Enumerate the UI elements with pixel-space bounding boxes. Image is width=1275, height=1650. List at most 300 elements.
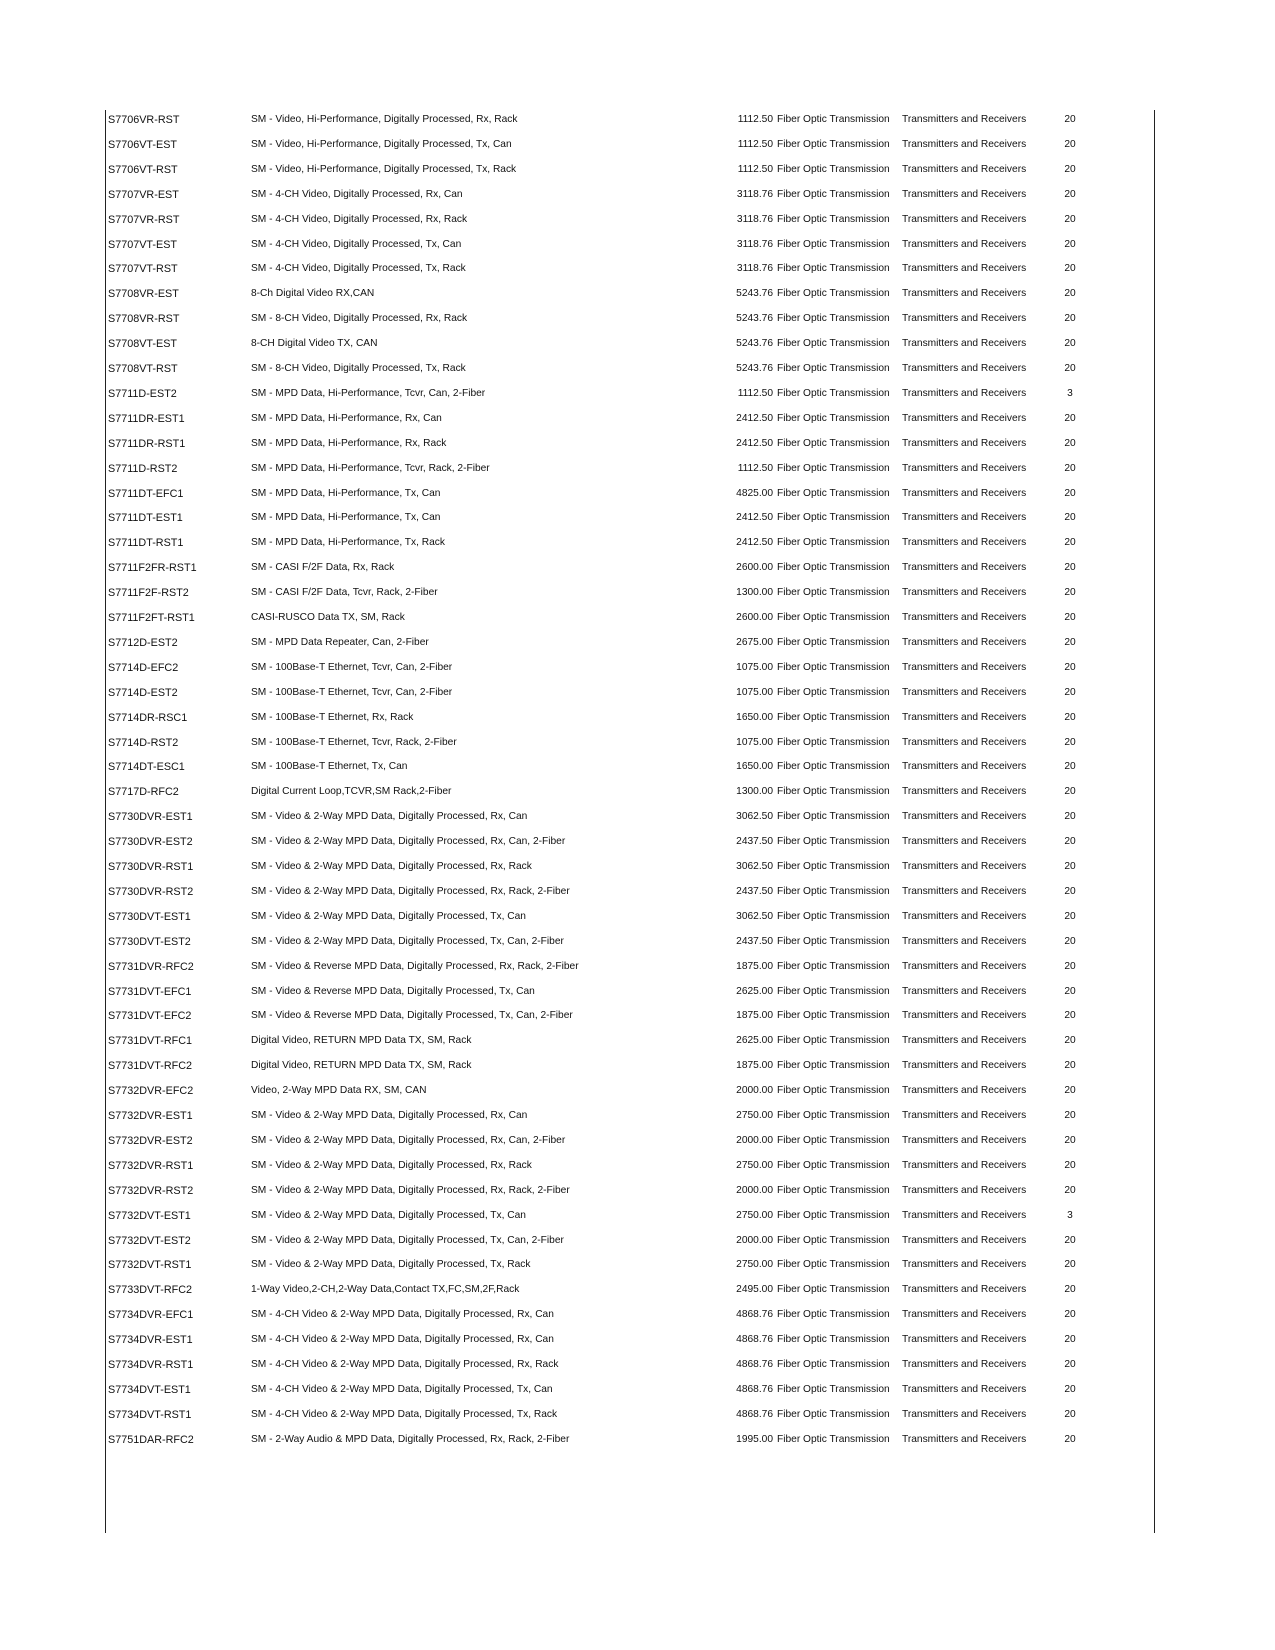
quantity-cell: 20 (1064, 338, 1076, 350)
subcategory-cell: Transmitters and Receivers (902, 1433, 1027, 1445)
part-number-cell: S7708VR-EST (108, 288, 179, 301)
description-cell: SM - 4-CH Video, Digitally Processed, Tx, Can (251, 238, 462, 250)
description-cell: SM - MPD Data, Hi-Performance, Rx, Rack (251, 437, 447, 449)
quantity-cell: 20 (1064, 761, 1076, 773)
category-cell: Fiber Optic Transmission (777, 661, 890, 673)
price-cell: 2000.00 (736, 1234, 773, 1246)
table-row (105, 829, 1155, 855)
quantity-cell: 20 (1064, 188, 1076, 200)
price-cell: 2412.50 (736, 412, 773, 424)
price-cell: 2750.00 (736, 1159, 773, 1171)
quantity-cell: 3 (1067, 387, 1073, 399)
quantity-cell: 20 (1064, 1408, 1076, 1420)
category-cell: Fiber Optic Transmission (777, 437, 890, 449)
table-row (105, 954, 1155, 980)
price-cell: 5243.76 (736, 288, 773, 300)
description-cell: SM - 4-CH Video & 2-Way MPD Data, Digitally Processed, Rx, Rack (251, 1359, 559, 1370)
part-number-cell: S7732DVR-RST1 (108, 1159, 194, 1172)
category-cell: Fiber Optic Transmission (777, 114, 890, 125)
table-row (105, 1327, 1155, 1353)
description-cell: SM - 8-CH Video, Digitally Processed, Rx, Rack (251, 313, 468, 325)
table-row (105, 1128, 1155, 1154)
table-row (105, 929, 1155, 955)
price-cell: 2437.50 (736, 935, 773, 947)
description-cell: Digital Current Loop,TCVR,SM Rack,2-Fiber (251, 786, 452, 798)
subcategory-cell: Transmitters and Receivers (902, 686, 1027, 698)
subcategory-cell: Transmitters and Receivers (902, 537, 1027, 549)
quantity-cell: 20 (1064, 960, 1076, 972)
price-cell: 2625.00 (736, 1035, 773, 1047)
table-row (105, 406, 1155, 432)
table-row (105, 1178, 1155, 1204)
quantity-cell: 20 (1064, 885, 1076, 897)
description-cell: 8-CH Digital Video TX, CAN (251, 338, 378, 350)
description-cell: SM - Video, Hi-Performance, Digitally Processed, Rx, Rack (251, 114, 518, 125)
part-number-cell: S7711D-EST2 (108, 387, 177, 400)
table-row (105, 730, 1155, 756)
table-row (105, 1203, 1155, 1229)
part-number-cell: S7731DVT-RFC1 (108, 1035, 193, 1048)
quantity-cell: 20 (1064, 412, 1076, 424)
description-cell: SM - 100Base-T Ethernet, Rx, Rack (251, 711, 414, 723)
table-row (105, 1028, 1155, 1054)
part-number-cell: S7707VR-EST (108, 188, 179, 201)
quantity-cell: 20 (1064, 811, 1076, 823)
subcategory-cell: Transmitters and Receivers (902, 138, 1027, 150)
price-cell: 1875.00 (736, 960, 773, 972)
table-row (105, 1053, 1155, 1079)
table-row (105, 580, 1155, 606)
category-cell: Fiber Optic Transmission (777, 512, 890, 524)
table-row (105, 1302, 1155, 1328)
table-row (105, 779, 1155, 805)
part-number-cell: S7711DT-RST1 (108, 537, 184, 550)
table-row (105, 630, 1155, 656)
category-cell: Fiber Optic Transmission (777, 836, 890, 848)
subcategory-cell: Transmitters and Receivers (902, 562, 1027, 574)
subcategory-cell: Transmitters and Receivers (902, 114, 1027, 125)
subcategory-cell: Transmitters and Receivers (902, 786, 1027, 798)
part-number-cell: S7707VT-EST (108, 238, 178, 251)
price-cell: 1112.50 (737, 138, 773, 150)
description-cell: SM - Video & 2-Way MPD Data, Digitally Processed, Tx, Can, 2-Fiber (251, 1234, 564, 1246)
description-cell: SM - Video & 2-Way MPD Data, Digitally Processed, Rx, Can (251, 1110, 528, 1121)
part-number-cell: S7708VR-RST (108, 313, 180, 326)
description-cell: SM - 8-CH Video, Digitally Processed, Tx, Rack (251, 363, 466, 374)
table-row (105, 505, 1155, 531)
price-cell: 1112.50 (737, 387, 773, 399)
subcategory-cell: Transmitters and Receivers (902, 163, 1027, 175)
part-number-cell: S7714D-EFC2 (108, 661, 179, 674)
table-row (105, 281, 1155, 307)
subcategory-cell: Transmitters and Receivers (902, 188, 1027, 200)
category-cell: Fiber Optic Transmission (777, 1060, 890, 1072)
subcategory-cell: Transmitters and Receivers (902, 1334, 1027, 1346)
category-cell: Fiber Optic Transmission (777, 1134, 890, 1146)
part-number-cell: S7751DAR-RFC2 (108, 1433, 194, 1446)
category-cell: Fiber Optic Transmission (777, 811, 890, 823)
quantity-cell: 20 (1064, 537, 1076, 549)
quantity-cell: 20 (1064, 437, 1076, 449)
price-cell: 2600.00 (736, 562, 773, 574)
price-cell: 2437.50 (736, 885, 773, 897)
subcategory-cell: Transmitters and Receivers (902, 910, 1027, 922)
table-row (105, 1427, 1155, 1453)
subcategory-cell: Transmitters and Receivers (902, 462, 1027, 474)
table-row (105, 705, 1155, 731)
price-cell: 1875.00 (736, 1010, 773, 1022)
price-cell: 4868.76 (736, 1334, 773, 1346)
description-cell: SM - MPD Data, Hi-Performance, Rx, Can (251, 412, 442, 424)
category-cell: Fiber Optic Transmission (777, 935, 890, 947)
price-cell: 2412.50 (736, 437, 773, 449)
table-row (105, 431, 1155, 457)
part-number-cell: S7711DR-RST1 (108, 437, 186, 450)
part-number-cell: S7714D-RST2 (108, 736, 179, 749)
quantity-cell: 20 (1064, 213, 1076, 225)
quantity-cell: 20 (1064, 1433, 1076, 1445)
subcategory-cell: Transmitters and Receivers (902, 761, 1027, 773)
price-cell: 5243.76 (736, 313, 773, 325)
quantity-cell: 20 (1064, 1060, 1076, 1072)
price-cell: 5243.76 (736, 338, 773, 350)
subcategory-cell: Transmitters and Receivers (902, 1010, 1027, 1022)
part-number-cell: S7734DVR-EST1 (108, 1334, 193, 1347)
category-cell: Fiber Optic Transmission (777, 1408, 890, 1420)
category-cell: Fiber Optic Transmission (777, 985, 890, 997)
description-cell: SM - MPD Data Repeater, Can, 2-Fiber (251, 636, 429, 648)
category-cell: Fiber Optic Transmission (777, 1010, 890, 1022)
description-cell: SM - Video & 2-Way MPD Data, Digitally Processed, Rx, Rack, 2-Fiber (251, 885, 570, 897)
part-number-cell: S7732DVR-EST2 (108, 1134, 193, 1147)
table-row (105, 157, 1155, 183)
description-cell: SM - MPD Data, Hi-Performance, Tcvr, Can, 2-Fiber (251, 387, 486, 399)
description-cell: SM - Video & 2-Way MPD Data, Digitally Processed, Tx, Can, 2-Fiber (251, 935, 564, 947)
part-number-cell: S7734DVR-EFC1 (108, 1309, 194, 1322)
quantity-cell: 20 (1064, 1085, 1076, 1097)
category-cell: Fiber Optic Transmission (777, 1383, 890, 1395)
price-cell: 2000.00 (736, 1134, 773, 1146)
description-cell: SM - Video & 2-Way MPD Data, Digitally Processed, Rx, Rack (251, 861, 532, 872)
part-number-cell: S7732DVT-RST1 (108, 1259, 192, 1272)
category-cell: Fiber Optic Transmission (777, 960, 890, 972)
category-cell: Fiber Optic Transmission (777, 612, 890, 623)
subcategory-cell: Transmitters and Receivers (902, 661, 1027, 673)
description-cell: SM - Video & Reverse MPD Data, Digitally Processed, Rx, Rack, 2-Fiber (251, 960, 579, 972)
table-row (105, 306, 1155, 332)
category-cell: Fiber Optic Transmission (777, 1334, 890, 1346)
subcategory-cell: Transmitters and Receivers (902, 363, 1027, 374)
quantity-cell: 20 (1064, 686, 1076, 698)
description-cell: SM - 100Base-T Ethernet, Tx, Can (251, 761, 408, 773)
part-number-cell: S7708VT-RST (108, 363, 178, 375)
description-cell: SM - 2-Way Audio & MPD Data, Digitally Processed, Rx, Rack, 2-Fiber (251, 1433, 570, 1445)
category-cell: Fiber Optic Transmission (777, 1184, 890, 1196)
part-number-cell: S7731DVT-RFC2 (108, 1060, 193, 1073)
category-cell: Fiber Optic Transmission (777, 263, 890, 275)
subcategory-cell: Transmitters and Receivers (902, 1085, 1027, 1097)
part-number-cell: S7732DVR-RST2 (108, 1184, 194, 1197)
price-cell: 2750.00 (736, 1110, 773, 1121)
category-cell: Fiber Optic Transmission (777, 1110, 890, 1121)
quantity-cell: 20 (1064, 363, 1076, 374)
quantity-cell: 20 (1064, 1383, 1076, 1395)
part-number-cell: S7711DR-EST1 (108, 412, 185, 425)
description-cell: SM - Video & 2-Way MPD Data, Digitally Processed, Tx, Can (251, 1209, 526, 1221)
subcategory-cell: Transmitters and Receivers (902, 1159, 1027, 1171)
category-cell: Fiber Optic Transmission (777, 786, 890, 798)
price-cell: 2600.00 (736, 612, 773, 623)
part-number-cell: S7717D-RFC2 (108, 786, 179, 799)
table-row (105, 605, 1155, 631)
description-cell: SM - Video & 2-Way MPD Data, Digitally Processed, Rx, Rack (251, 1159, 532, 1171)
description-cell: SM - 100Base-T Ethernet, Tcvr, Rack, 2-Fiber (251, 736, 457, 748)
table-row (105, 232, 1155, 258)
category-cell: Fiber Optic Transmission (777, 487, 890, 499)
part-number-cell: S7714D-EST2 (108, 686, 178, 699)
table-row (105, 481, 1155, 507)
description-cell: SM - Video & 2-Way MPD Data, Digitally Processed, Rx, Rack, 2-Fiber (251, 1184, 570, 1196)
part-number-cell: S7730DVR-RST2 (108, 885, 194, 898)
part-number-cell: S7708VT-EST (108, 338, 178, 351)
quantity-cell: 20 (1064, 1159, 1076, 1171)
description-cell: Digital Video, RETURN MPD Data TX, SM, Rack (251, 1060, 472, 1072)
quantity-cell: 20 (1064, 1234, 1076, 1246)
category-cell: Fiber Optic Transmission (777, 1209, 890, 1221)
price-cell: 2495.00 (736, 1284, 773, 1296)
description-cell: SM - MPD Data, Hi-Performance, Tcvr, Rack, 2-Fiber (251, 462, 490, 474)
table-row (105, 979, 1155, 1005)
category-cell: Fiber Optic Transmission (777, 1433, 890, 1445)
table-row (105, 256, 1155, 282)
quantity-cell: 20 (1064, 1359, 1076, 1370)
table-row (105, 381, 1155, 407)
part-number-cell: S7734DVT-RST1 (108, 1408, 192, 1421)
category-cell: Fiber Optic Transmission (777, 1284, 890, 1296)
part-number-cell: S7712D-EST2 (108, 636, 178, 649)
table-row (105, 1153, 1155, 1179)
description-cell: SM - Video, Hi-Performance, Digitally Processed, Tx, Rack (251, 163, 517, 175)
quantity-cell: 20 (1064, 138, 1076, 150)
category-cell: Fiber Optic Transmission (777, 1035, 890, 1047)
part-number-cell: S7711F2FR-RST1 (108, 562, 197, 575)
quantity-cell: 20 (1064, 1010, 1076, 1022)
description-cell: SM - Video, Hi-Performance, Digitally Processed, Tx, Can (251, 138, 512, 150)
subcategory-cell: Transmitters and Receivers (902, 1234, 1027, 1246)
part-number-cell: S7711F2FT-RST1 (108, 612, 195, 624)
subcategory-cell: Transmitters and Receivers (902, 736, 1027, 748)
table-row (105, 1003, 1155, 1029)
quantity-cell: 20 (1064, 1035, 1076, 1047)
quantity-cell: 20 (1064, 238, 1076, 250)
description-cell: CASI-RUSCO Data TX, SM, Rack (251, 612, 405, 623)
price-cell: 1112.50 (737, 163, 773, 175)
table-row (105, 854, 1155, 880)
price-cell: 2412.50 (736, 537, 773, 549)
description-cell: SM - MPD Data, Hi-Performance, Tx, Rack (251, 537, 445, 549)
price-cell: 3118.76 (736, 263, 773, 275)
table-row (105, 207, 1155, 233)
quantity-cell: 20 (1064, 861, 1076, 872)
quantity-cell: 20 (1064, 661, 1076, 673)
subcategory-cell: Transmitters and Receivers (902, 1134, 1027, 1146)
subcategory-cell: Transmitters and Receivers (902, 1359, 1027, 1370)
part-number-cell: S7734DVT-EST1 (108, 1383, 191, 1396)
category-cell: Fiber Optic Transmission (777, 363, 890, 374)
subcategory-cell: Transmitters and Receivers (902, 1309, 1027, 1321)
part-number-cell: S7731DVR-RFC2 (108, 960, 194, 973)
price-cell: 2000.00 (736, 1085, 773, 1097)
subcategory-cell: Transmitters and Receivers (902, 338, 1027, 350)
quantity-cell: 20 (1064, 836, 1076, 848)
category-cell: Fiber Optic Transmission (777, 711, 890, 723)
price-cell: 1075.00 (736, 661, 773, 673)
category-cell: Fiber Optic Transmission (777, 761, 890, 773)
price-cell: 5243.76 (736, 363, 773, 374)
category-cell: Fiber Optic Transmission (777, 238, 890, 250)
quantity-cell: 20 (1064, 487, 1076, 499)
subcategory-cell: Transmitters and Receivers (902, 313, 1027, 325)
quantity-cell: 3 (1067, 1209, 1073, 1221)
description-cell: SM - 4-CH Video, Digitally Processed, Rx, Can (251, 188, 463, 200)
description-cell: SM - 4-CH Video & 2-Way MPD Data, Digitally Processed, Rx, Can (251, 1309, 554, 1321)
subcategory-cell: Transmitters and Receivers (902, 213, 1027, 225)
subcategory-cell: Transmitters and Receivers (902, 861, 1027, 872)
table-row (105, 1103, 1155, 1129)
price-cell: 1650.00 (736, 761, 773, 773)
description-cell: SM - Video & 2-Way MPD Data, Digitally Processed, Tx, Can (251, 910, 526, 922)
price-cell: 1875.00 (736, 1060, 773, 1072)
subcategory-cell: Transmitters and Receivers (902, 387, 1027, 399)
description-cell: SM - 100Base-T Ethernet, Tcvr, Can, 2-Fiber (251, 661, 453, 673)
category-cell: Fiber Optic Transmission (777, 387, 890, 399)
subcategory-cell: Transmitters and Receivers (902, 836, 1027, 848)
subcategory-cell: Transmitters and Receivers (902, 263, 1027, 275)
description-cell: SM - Video & 2-Way MPD Data, Digitally Processed, Rx, Can, 2-Fiber (251, 1134, 566, 1146)
description-cell: SM - 4-CH Video, Digitally Processed, Tx, Rack (251, 263, 466, 275)
quantity-cell: 20 (1064, 636, 1076, 648)
part-number-cell: S7731DVT-EFC1 (108, 985, 192, 998)
subcategory-cell: Transmitters and Receivers (902, 960, 1027, 972)
subcategory-cell: Transmitters and Receivers (902, 935, 1027, 947)
description-cell: Digital Video, RETURN MPD Data TX, SM, Rack (251, 1035, 472, 1047)
price-list-table (105, 107, 1155, 1533)
subcategory-cell: Transmitters and Receivers (902, 437, 1027, 449)
table-row (105, 530, 1155, 556)
part-number-cell: S7733DVT-RFC2 (108, 1284, 193, 1297)
part-number-cell: S7706VT-EST (108, 138, 178, 151)
part-number-cell: S7730DVR-EST2 (108, 836, 193, 849)
subcategory-cell: Transmitters and Receivers (902, 587, 1027, 599)
price-cell: 4868.76 (736, 1383, 773, 1395)
description-cell: SM - CASI F/2F Data, Rx, Rack (251, 562, 395, 574)
price-cell: 1995.00 (736, 1433, 773, 1445)
category-cell: Fiber Optic Transmission (777, 910, 890, 922)
description-cell: SM - Video & Reverse MPD Data, Digitally Processed, Tx, Can (251, 985, 535, 997)
description-cell: SM - Video & 2-Way MPD Data, Digitally Processed, Rx, Can, 2-Fiber (251, 836, 566, 848)
part-number-cell: S7732DVT-EST1 (108, 1209, 191, 1222)
quantity-cell: 20 (1064, 163, 1076, 175)
part-number-cell: S7711F2F-RST2 (108, 587, 189, 600)
quantity-cell: 20 (1064, 1284, 1076, 1296)
part-number-cell: S7734DVR-RST1 (108, 1359, 194, 1371)
price-cell: 3062.50 (736, 811, 773, 823)
subcategory-cell: Transmitters and Receivers (902, 1408, 1027, 1420)
description-cell: SM - CASI F/2F Data, Tcvr, Rack, 2-Fiber (251, 587, 438, 599)
description-cell: SM - 100Base-T Ethernet, Tcvr, Can, 2-Fiber (251, 686, 453, 698)
quantity-cell: 20 (1064, 985, 1076, 997)
price-cell: 2000.00 (736, 1184, 773, 1196)
price-cell: 2750.00 (736, 1209, 773, 1221)
quantity-cell: 20 (1064, 587, 1076, 599)
part-number-cell: S7706VR-RST (108, 114, 180, 126)
subcategory-cell: Transmitters and Receivers (902, 711, 1027, 723)
category-cell: Fiber Optic Transmission (777, 1309, 890, 1321)
part-number-cell: S7731DVT-EFC2 (108, 1010, 192, 1023)
quantity-cell: 20 (1064, 288, 1076, 300)
category-cell: Fiber Optic Transmission (777, 188, 890, 200)
table-row (105, 182, 1155, 208)
category-cell: Fiber Optic Transmission (777, 736, 890, 748)
category-cell: Fiber Optic Transmission (777, 1234, 890, 1246)
part-number-cell: S7730DVT-EST1 (108, 910, 191, 923)
price-cell: 2750.00 (736, 1259, 773, 1271)
part-number-cell: S7706VT-RST (108, 163, 178, 176)
category-cell: Fiber Optic Transmission (777, 686, 890, 698)
category-cell: Fiber Optic Transmission (777, 636, 890, 648)
table-row (105, 1377, 1155, 1403)
category-cell: Fiber Optic Transmission (777, 861, 890, 872)
category-cell: Fiber Optic Transmission (777, 163, 890, 175)
quantity-cell: 20 (1064, 313, 1076, 325)
price-cell: 1075.00 (736, 736, 773, 748)
price-cell: 3062.50 (736, 861, 773, 872)
subcategory-cell: Transmitters and Receivers (902, 1284, 1027, 1296)
table-row (105, 356, 1155, 382)
subcategory-cell: Transmitters and Receivers (902, 636, 1027, 648)
description-cell: SM - 4-CH Video & 2-Way MPD Data, Digitally Processed, Rx, Can (251, 1334, 554, 1346)
part-number-cell: S7707VT-RST (108, 263, 178, 276)
category-cell: Fiber Optic Transmission (777, 1359, 890, 1370)
quantity-cell: 20 (1064, 114, 1076, 125)
table-row (105, 1078, 1155, 1104)
price-cell: 3118.76 (736, 188, 773, 200)
table-row (105, 107, 1155, 133)
quantity-cell: 20 (1064, 562, 1076, 574)
subcategory-cell: Transmitters and Receivers (902, 238, 1027, 250)
subcategory-cell: Transmitters and Receivers (902, 1209, 1027, 1221)
table-row (105, 1228, 1155, 1254)
quantity-cell: 20 (1064, 1134, 1076, 1146)
category-cell: Fiber Optic Transmission (777, 288, 890, 300)
subcategory-cell: Transmitters and Receivers (902, 1035, 1027, 1047)
part-number-cell: S7714DT-ESC1 (108, 761, 185, 774)
description-cell: SM - 4-CH Video & 2-Way MPD Data, Digitally Processed, Tx, Rack (251, 1408, 558, 1420)
category-cell: Fiber Optic Transmission (777, 338, 890, 350)
part-number-cell: S7730DVT-EST2 (108, 935, 191, 948)
category-cell: Fiber Optic Transmission (777, 313, 890, 325)
subcategory-cell: Transmitters and Receivers (902, 1060, 1027, 1072)
category-cell: Fiber Optic Transmission (777, 138, 890, 150)
description-cell: SM - Video & 2-Way MPD Data, Digitally Processed, Rx, Can (251, 811, 528, 823)
table-row (105, 904, 1155, 930)
table-row (105, 754, 1155, 780)
price-cell: 4868.76 (736, 1408, 773, 1420)
part-number-cell: S7732DVT-EST2 (108, 1234, 191, 1247)
table-row (105, 1352, 1155, 1378)
part-number-cell: S7707VR-RST (108, 213, 180, 226)
table-row (105, 331, 1155, 357)
